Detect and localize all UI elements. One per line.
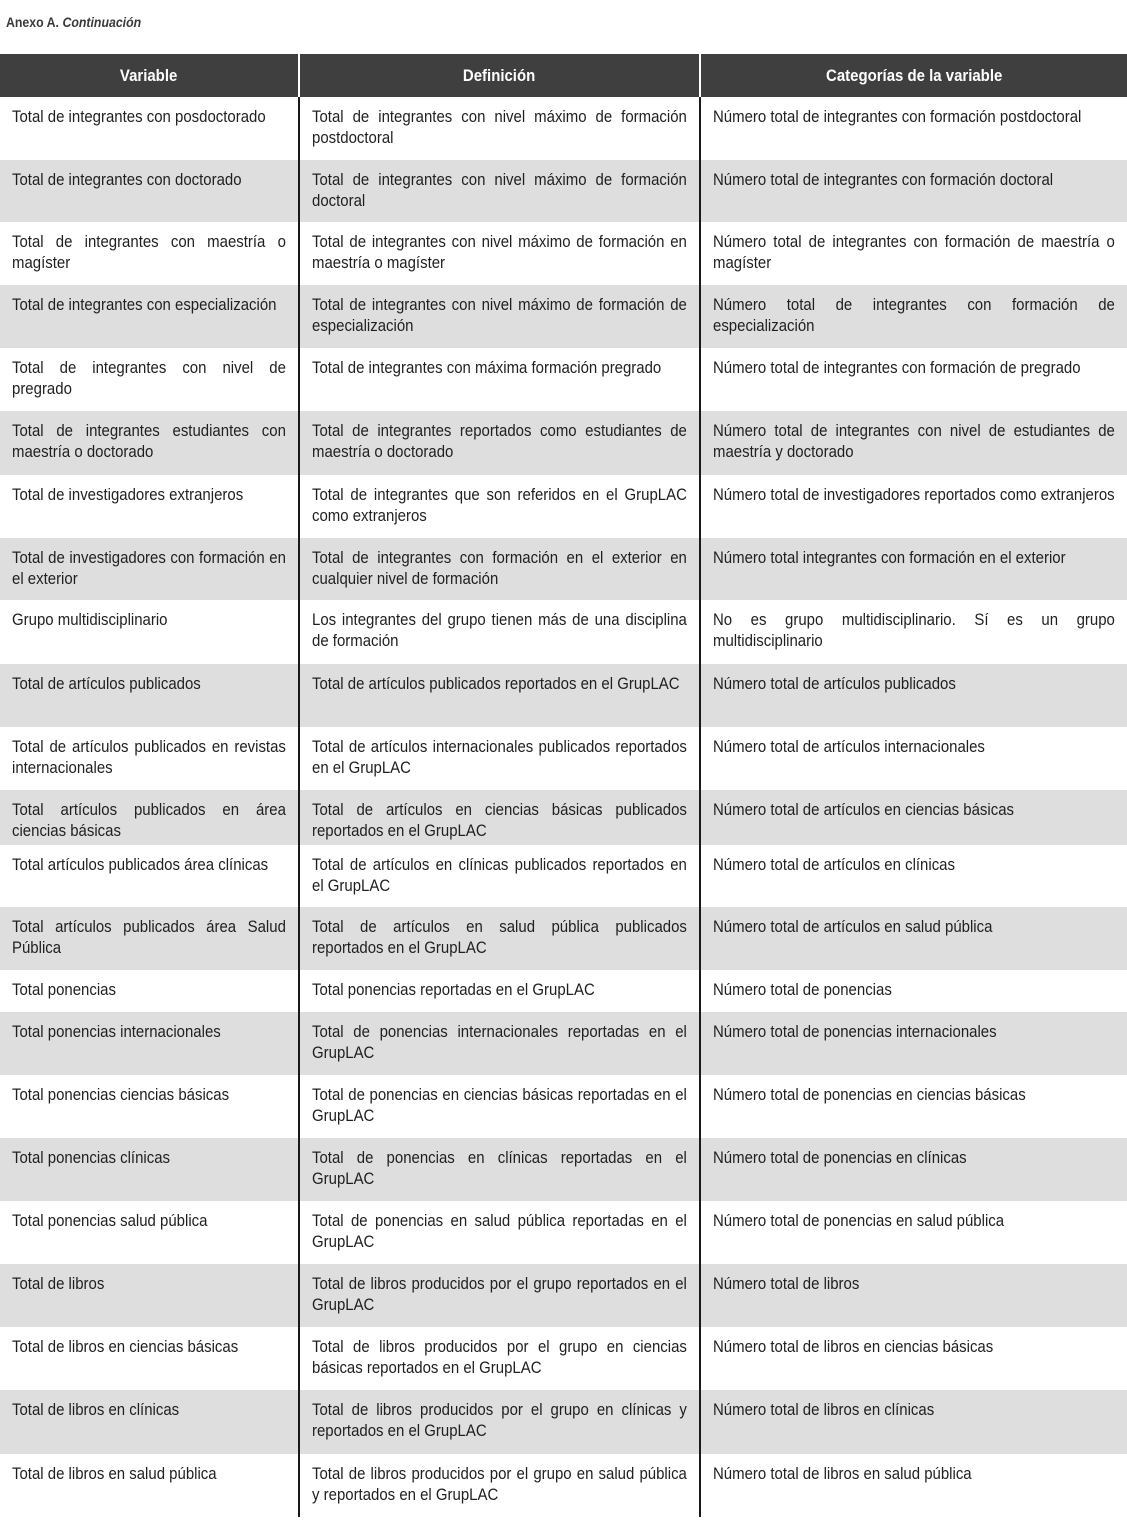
cell-variable-text: Total de libros en clínicas: [12, 1400, 180, 1419]
cell-definicion: [299, 970, 700, 1012]
cell-definicion: [299, 845, 700, 907]
cell-categorias: [700, 845, 1127, 907]
cell-categorias: [700, 1264, 1127, 1327]
cell-variable-text: Total ponencias ciencias básicas: [12, 1085, 230, 1104]
cell-variable: [0, 907, 299, 970]
cell-categorias-text: Número total de ponencias en ciencias básicas: [713, 1085, 1026, 1104]
cell-variable-text: Total artículos publicados área clínicas: [12, 855, 269, 874]
cell-definicion: [299, 664, 700, 727]
cell-categorias-text: No es grupo multidisciplinario. Sí es un grupo multidisciplinario: [713, 610, 1115, 650]
table-row: [0, 1264, 1127, 1327]
cell-definicion-text: Total de integrantes con nivel máximo de formación postdoctoral: [312, 107, 687, 147]
cell-categorias: [700, 1201, 1127, 1264]
cell-variable: [0, 475, 299, 538]
cell-variable: [0, 538, 299, 600]
cell-variable: [0, 600, 299, 664]
cell-variable: [0, 664, 299, 727]
cell-categorias: [700, 538, 1127, 600]
table-row: [0, 160, 1127, 222]
table-row: [0, 727, 1127, 790]
cell-definicion: [299, 790, 700, 845]
cell-categorias-text: Número total de integrantes con formación de maestría o magíster: [713, 232, 1115, 272]
cell-variable: [0, 411, 299, 475]
table-row: [0, 1075, 1127, 1138]
table-row: [0, 97, 1127, 160]
table-row: [0, 285, 1127, 348]
cell-categorias-text: Número total de integrantes con formación de especialización: [713, 295, 1115, 335]
cell-definicion-text: Total de ponencias en salud pública reportadas en el GrupLAC: [312, 1211, 687, 1251]
table-row: [0, 845, 1127, 907]
cell-variable-text: Total ponencias salud pública: [12, 1211, 208, 1230]
cell-variable: [0, 1201, 299, 1264]
cell-variable-text: Total de artículos publicados: [12, 674, 201, 693]
cell-definicion: [299, 1075, 700, 1138]
cell-categorias-text: Número total de investigadores reportados como extranjeros: [713, 485, 1115, 504]
cell-variable-text: Total de integrantes con posdoctorado: [12, 107, 266, 126]
cell-definicion: [299, 411, 700, 475]
cell-definicion-text: Total de integrantes con nivel máximo de formación doctoral: [312, 170, 687, 210]
cell-categorias: [700, 348, 1127, 411]
table-row: [0, 970, 1127, 1012]
annex-table: [0, 54, 1127, 1517]
column-header-definicion: Definición: [299, 54, 700, 97]
table-row: [0, 790, 1127, 845]
cell-categorias-text: Número total de artículos en ciencias básicas: [713, 800, 1015, 819]
cell-categorias: [700, 285, 1127, 348]
cell-definicion-text: Total de integrantes con máxima formación pregrado: [312, 358, 662, 377]
cell-definicion-text: Total de ponencias internacionales reportadas en el GrupLAC: [312, 1022, 687, 1062]
cell-variable-text: Total ponencias: [12, 980, 116, 999]
cell-variable: [0, 727, 299, 790]
table-row: [0, 1327, 1127, 1390]
table-row: [0, 222, 1127, 285]
cell-definicion: [299, 1264, 700, 1327]
cell-categorias-text: Número total de integrantes con nivel de estudiantes de maestría y doctorado: [713, 421, 1115, 461]
table-row: [0, 475, 1127, 538]
cell-definicion-text: Total de artículos publicados reportados en el GrupLAC: [312, 674, 680, 693]
cell-categorias: [700, 1390, 1127, 1454]
table-row: [0, 1138, 1127, 1201]
cell-definicion: [299, 907, 700, 970]
cell-definicion-text: Total de libros producidos por el grupo reportados en el GrupLAC: [312, 1274, 687, 1314]
cell-definicion: [299, 1390, 700, 1454]
cell-categorias: [700, 1454, 1127, 1517]
cell-variable: [0, 845, 299, 907]
cell-categorias-text: Número total integrantes con formación en el exterior: [713, 548, 1066, 567]
cell-variable: [0, 348, 299, 411]
cell-definicion-text: Total de libros producidos por el grupo en salud pública y reportados en el GrupLAC: [312, 1464, 687, 1504]
cell-variable: [0, 1454, 299, 1517]
cell-categorias-text: Número total de artículos en salud pública: [713, 917, 993, 936]
cell-variable: [0, 790, 299, 845]
cell-variable: [0, 222, 299, 285]
cell-categorias: [700, 1138, 1127, 1201]
cell-categorias: [700, 160, 1127, 222]
cell-definicion-text: Total de integrantes con nivel máximo de formación de especialización: [312, 295, 687, 335]
cell-definicion: [299, 1327, 700, 1390]
cell-definicion: [299, 727, 700, 790]
cell-definicion-text: Total de artículos en salud pública publicados reportados en el GrupLAC: [312, 917, 687, 957]
table-row: [0, 907, 1127, 970]
cell-definicion-text: Total de libros producidos por el grupo en clínicas y reportados en el GrupLAC: [312, 1400, 687, 1440]
cell-variable: [0, 97, 299, 160]
cell-definicion: [299, 1138, 700, 1201]
cell-definicion-text: Total de artículos internacionales publicados reportados en el GrupLAC: [312, 737, 687, 777]
cell-categorias-text: Número total de artículos internacionales: [713, 737, 985, 756]
cell-categorias: [700, 970, 1127, 1012]
cell-definicion: [299, 1454, 700, 1517]
cell-categorias-text: Número total de ponencias: [713, 980, 892, 999]
cell-definicion: [299, 222, 700, 285]
column-header-categorias: Categorías de la variable: [700, 54, 1127, 97]
table-row: [0, 538, 1127, 600]
cell-categorias-text: Número total de artículos en clínicas: [713, 855, 955, 874]
cell-variable-text: Total de libros: [12, 1274, 105, 1293]
cell-definicion-text: Total de integrantes con formación en el exterior en cualquier nivel de formación: [312, 548, 687, 588]
cell-variable-text: Total de integrantes con maestría o magíster: [12, 232, 286, 272]
cell-variable-text: Total de libros en salud pública: [12, 1464, 217, 1483]
cell-definicion: [299, 160, 700, 222]
cell-categorias-text: Número total de libros: [713, 1274, 860, 1293]
cell-variable-text: Total de integrantes con nivel de pregrado: [12, 358, 286, 398]
cell-definicion: [299, 475, 700, 538]
cell-variable-text: Total de investigadores con formación en el exterior: [12, 548, 286, 588]
cell-variable: [0, 1264, 299, 1327]
table-header: [0, 54, 1127, 97]
cell-categorias-text: Número total de ponencias internacionales: [713, 1022, 997, 1041]
cell-variable-text: Total de investigadores extranjeros: [12, 485, 244, 504]
cell-categorias: [700, 1075, 1127, 1138]
cell-categorias-text: Número total de integrantes con formación doctoral: [713, 170, 1054, 189]
table-caption: [6, 14, 141, 30]
cell-categorias: [700, 727, 1127, 790]
cell-categorias: [700, 97, 1127, 160]
cell-categorias-text: Número total de libros en ciencias básicas: [713, 1337, 994, 1356]
cell-variable: [0, 1390, 299, 1454]
table-row: [0, 411, 1127, 475]
cell-definicion: [299, 285, 700, 348]
cell-variable-text: Grupo multidisciplinario: [12, 610, 168, 629]
cell-definicion-text: Total de artículos en clínicas publicados reportados en el GrupLAC: [312, 855, 687, 895]
cell-categorias-text: Número total de integrantes con formación postdoctoral: [713, 107, 1082, 126]
cell-categorias: [700, 411, 1127, 475]
cell-definicion-text: Total ponencias reportadas en el GrupLAC: [312, 980, 595, 999]
cell-variable-text: Total de libros en ciencias básicas: [12, 1337, 239, 1356]
cell-categorias-text: Número total de libros en clínicas: [713, 1400, 935, 1419]
cell-definicion: [299, 1201, 700, 1264]
cell-definicion-text: Total de ponencias en ciencias básicas reportadas en el GrupLAC: [312, 1085, 687, 1125]
cell-categorias: [700, 664, 1127, 727]
cell-definicion-text: Total de libros producidos por el grupo en ciencias básicas reportados en el GrupLAC: [312, 1337, 687, 1377]
table-row: [0, 1012, 1127, 1075]
column-header-variable: Variable: [0, 54, 299, 97]
cell-categorias-text: Número total de ponencias en clínicas: [713, 1148, 967, 1167]
cell-variable-text: Total ponencias internacionales: [12, 1022, 221, 1041]
cell-categorias-text: Número total de ponencias en salud pública: [713, 1211, 1005, 1230]
cell-variable-text: Total de artículos publicados en revistas internacionales: [12, 737, 286, 777]
cell-variable-text: Total artículos publicados área Salud Pública: [12, 917, 286, 957]
cell-categorias: [700, 600, 1127, 664]
table-row: [0, 600, 1127, 664]
cell-variable: [0, 1327, 299, 1390]
cell-definicion-text: Total de ponencias en clínicas reportadas en el GrupLAC: [312, 1148, 687, 1188]
cell-variable-text: Total ponencias clínicas: [12, 1148, 171, 1167]
cell-definicion: [299, 348, 700, 411]
table-body: [0, 97, 1127, 1517]
cell-categorias: [700, 790, 1127, 845]
cell-definicion-text: Total de integrantes que son referidos en el GrupLAC como extranjeros: [312, 485, 687, 525]
table-row: [0, 1390, 1127, 1454]
cell-definicion-text: Los integrantes del grupo tienen más de una disciplina de formación: [312, 610, 687, 650]
cell-variable: [0, 1012, 299, 1075]
cell-definicion-text: Total de integrantes con nivel máximo de formación en maestría o magíster: [312, 232, 687, 272]
cell-categorias: [700, 907, 1127, 970]
cell-categorias: [700, 1327, 1127, 1390]
cell-definicion: [299, 97, 700, 160]
cell-categorias-text: Número total de libros en salud pública: [713, 1464, 972, 1483]
cell-variable: [0, 160, 299, 222]
cell-definicion: [299, 600, 700, 664]
header-row: [0, 54, 1127, 97]
table-row: [0, 1454, 1127, 1517]
table-row: [0, 348, 1127, 411]
table-row: [0, 1201, 1127, 1264]
cell-variable: [0, 285, 299, 348]
cell-definicion: [299, 538, 700, 600]
cell-definicion: [299, 1012, 700, 1075]
cell-categorias: [700, 475, 1127, 538]
cell-categorias: [700, 222, 1127, 285]
cell-variable-text: Total artículos publicados en área ciencias básicas: [12, 800, 286, 840]
cell-variable-text: Total de integrantes estudiantes con maestría o doctorado: [12, 421, 286, 461]
cell-variable-text: Total de integrantes con doctorado: [12, 170, 242, 189]
cell-variable: [0, 1138, 299, 1201]
cell-variable-text: Total de integrantes con especialización: [12, 295, 277, 314]
caption-label: Anexo A.: [6, 14, 59, 30]
cell-definicion-text: Total de integrantes reportados como estudiantes de maestría o doctorado: [312, 421, 687, 461]
table-row: [0, 664, 1127, 727]
cell-categorias: [700, 1012, 1127, 1075]
cell-categorias-text: Número total de artículos publicados: [713, 674, 956, 693]
cell-variable: [0, 970, 299, 1012]
cell-categorias-text: Número total de integrantes con formación de pregrado: [713, 358, 1081, 377]
cell-variable: [0, 1075, 299, 1138]
caption-continuation: Continuación: [62, 14, 142, 30]
cell-definicion-text: Total de artículos en ciencias básicas publicados reportados en el GrupLAC: [312, 800, 687, 840]
